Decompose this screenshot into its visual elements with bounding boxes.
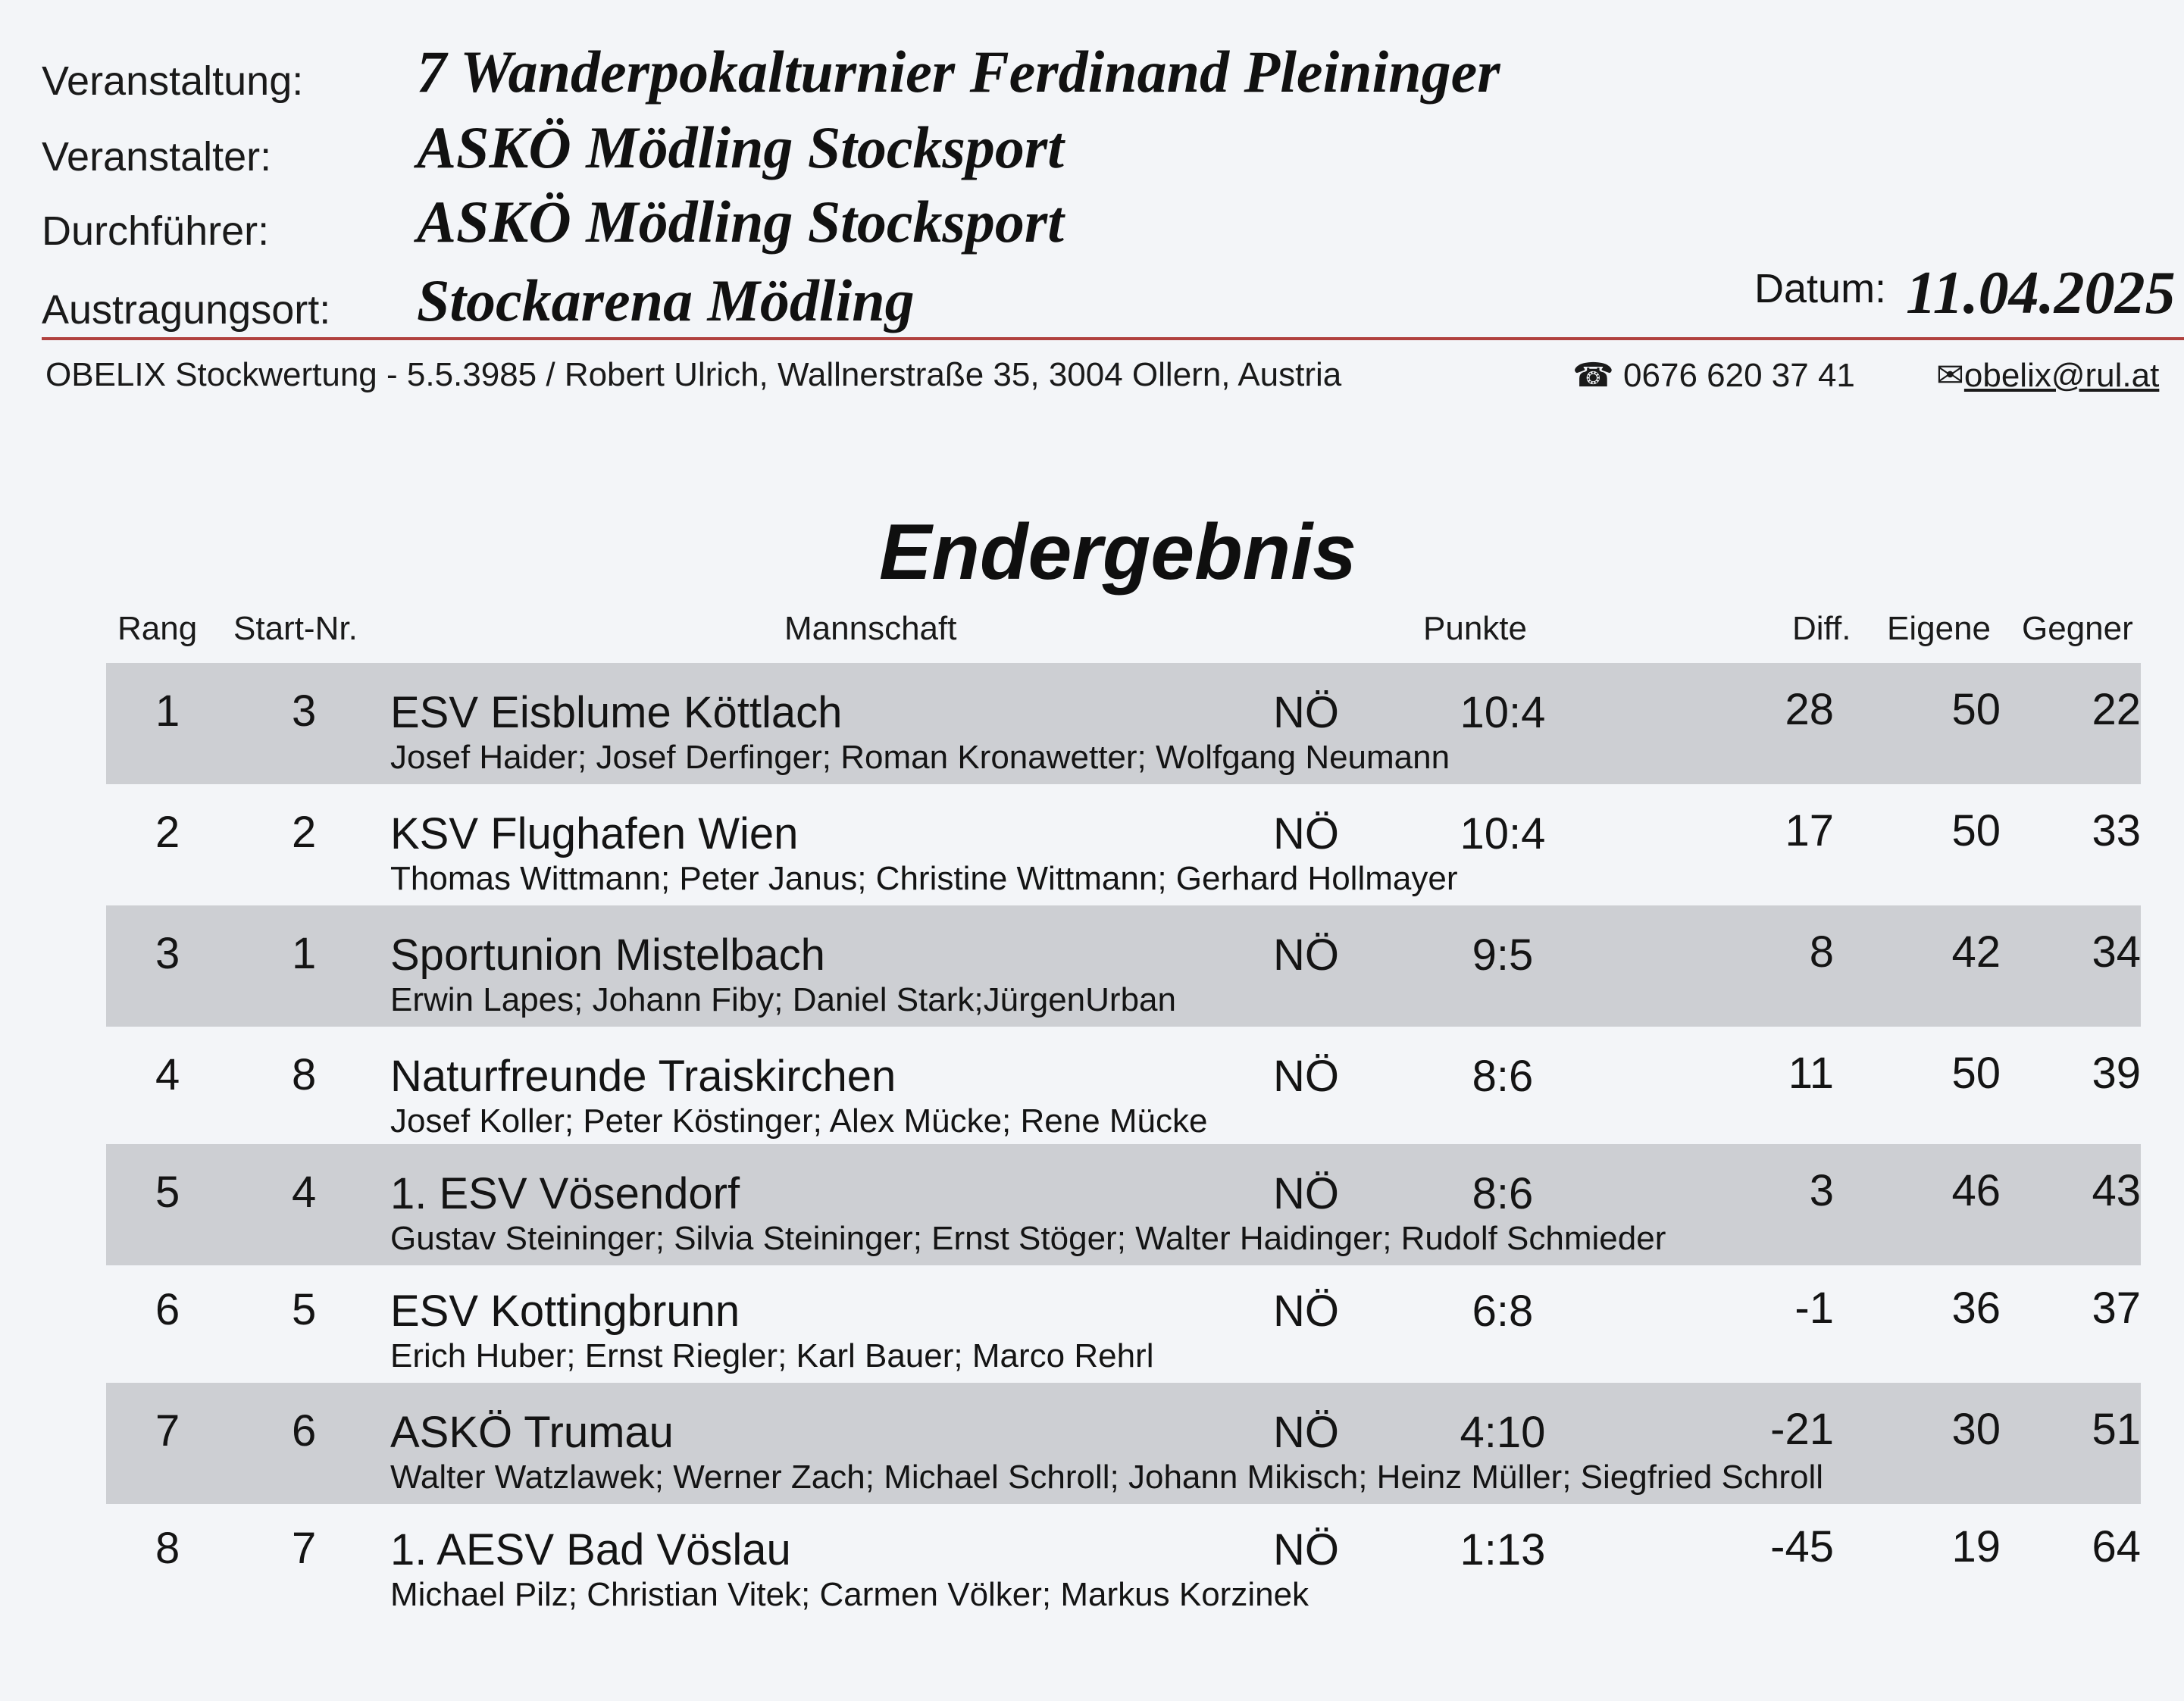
- difference: 3: [1809, 1166, 1834, 1215]
- difference: 28: [1785, 685, 1834, 734]
- table-row: [106, 1383, 2141, 1504]
- points: 8:6: [1472, 1169, 1534, 1218]
- table-row: [106, 905, 2141, 1027]
- opponent-score: 37: [2092, 1284, 2141, 1333]
- start-number: 2: [292, 808, 317, 857]
- rank: 5: [155, 1168, 180, 1217]
- col-punkte: Punkte: [1423, 610, 1527, 647]
- team-name: KSV Flughafen Wien: [390, 809, 799, 858]
- region: NÖ: [1273, 1525, 1339, 1574]
- table-row: [106, 1144, 2141, 1265]
- table-row: [106, 1027, 2141, 1148]
- col-eigene: Eigene: [1887, 610, 1992, 647]
- executor-label: Durchführer:: [42, 208, 270, 254]
- region: NÖ: [1273, 1287, 1339, 1336]
- executor-row: [42, 188, 2164, 264]
- points: 8:6: [1472, 1052, 1534, 1101]
- start-number: 5: [292, 1285, 317, 1334]
- difference: 11: [1788, 1049, 1834, 1098]
- team-members: Erich Huber; Ernst Riegler; Karl Bauer; Marco Rehrl: [390, 1337, 1154, 1374]
- team-members: Michael Pilz; Christian Vitek; Carmen Völker; Markus Korzinek: [390, 1576, 1309, 1613]
- start-number: 1: [292, 929, 317, 978]
- col-gegner: Gegner: [2022, 610, 2133, 647]
- region: NÖ: [1273, 1408, 1339, 1457]
- difference: 17: [1785, 806, 1834, 855]
- col-team: Mannschaft: [784, 610, 957, 647]
- team-name: ASKÖ Trumau: [390, 1408, 674, 1457]
- team-members: Josef Haider; Josef Derfinger; Roman Kronawetter; Wolfgang Neumann: [390, 739, 1450, 776]
- region: NÖ: [1273, 1052, 1339, 1101]
- header-divider: [42, 337, 2184, 340]
- team-name: Naturfreunde Traiskirchen: [390, 1052, 896, 1101]
- rank: 1: [155, 686, 180, 736]
- email-contact: [1936, 356, 2159, 395]
- table-row: [106, 1500, 2141, 1621]
- phone-number: 0676 620 37 41: [1623, 357, 1855, 394]
- own-score: 50: [1951, 806, 2001, 855]
- start-number: 3: [292, 686, 317, 736]
- own-score: 30: [1951, 1405, 2001, 1454]
- points: 9:5: [1472, 930, 1534, 980]
- organizer-label: Veranstalter:: [42, 134, 272, 180]
- team-name: ESV Kottingbrunn: [390, 1287, 740, 1336]
- phone-contact: [1572, 356, 1855, 395]
- page-title: Endergebnis: [879, 508, 1356, 596]
- points: 10:4: [1460, 688, 1546, 737]
- email-address: obelix@rul.at: [1963, 357, 2160, 394]
- opponent-score: 22: [2092, 685, 2141, 734]
- venue-name: Stockarena Mödling: [417, 267, 915, 333]
- event-row: [42, 38, 2164, 114]
- team-members: Thomas Wittmann; Peter Janus; Christine Wittmann; Gerhard Hollmayer: [390, 860, 1458, 897]
- rank: 7: [155, 1406, 180, 1456]
- team-name: 1. AESV Bad Vöslau: [390, 1525, 791, 1574]
- organizer-name: ASKÖ Mödling Stocksport: [417, 114, 1064, 180]
- own-score: 36: [1951, 1284, 2001, 1333]
- rank: 4: [155, 1050, 180, 1099]
- col-rang: Rang: [117, 610, 198, 647]
- date-value: 11.04.2025: [1906, 260, 2176, 327]
- mail-icon: ✉: [1936, 357, 1964, 394]
- executor-name: ASKÖ Mödling Stocksport: [417, 189, 1064, 255]
- opponent-score: 34: [2092, 927, 2141, 977]
- date-label: Datum:: [1754, 266, 1887, 311]
- team-members: Josef Koller; Peter Köstinger; Alex Mücke; Rene Mücke: [390, 1102, 1208, 1140]
- own-score: 50: [1951, 1049, 2001, 1098]
- rank: 2: [155, 808, 180, 857]
- rank: 3: [155, 929, 180, 978]
- table-row: [106, 1262, 2141, 1383]
- points: 4:10: [1460, 1408, 1546, 1457]
- difference: -1: [1794, 1284, 1834, 1333]
- venue-row: [42, 267, 1709, 342]
- own-score: 19: [1951, 1522, 2001, 1571]
- difference: -21: [1770, 1405, 1834, 1454]
- col-diff: Diff.: [1792, 610, 1851, 647]
- event-label: Veranstaltung:: [42, 58, 304, 104]
- region: NÖ: [1273, 930, 1339, 980]
- event-name: 7 Wanderpokalturnier Ferdinand Pleininger: [417, 39, 1500, 105]
- own-score: 46: [1951, 1166, 2001, 1215]
- points: 10:4: [1460, 809, 1546, 858]
- opponent-score: 33: [2092, 806, 2141, 855]
- own-score: 42: [1951, 927, 2001, 977]
- start-number: 6: [292, 1406, 317, 1456]
- opponent-score: 51: [2092, 1405, 2141, 1454]
- organizer-row: [42, 114, 2164, 189]
- table-row: [106, 663, 2141, 784]
- opponent-score: 39: [2092, 1049, 2141, 1098]
- region: NÖ: [1273, 809, 1339, 858]
- team-members: Gustav Steininger; Silvia Steininger; Ernst Stöger; Walter Haidinger; Rudolf Schmieder: [390, 1220, 1666, 1257]
- team-name: 1. ESV Vösendorf: [390, 1169, 740, 1218]
- opponent-score: 43: [2092, 1166, 2141, 1215]
- team-name: Sportunion Mistelbach: [390, 930, 825, 980]
- own-score: 50: [1951, 685, 2001, 734]
- difference: -45: [1770, 1522, 1834, 1571]
- start-number: 4: [292, 1168, 317, 1217]
- start-number: 8: [292, 1050, 317, 1099]
- start-number: 7: [292, 1524, 317, 1573]
- col-start: Start-Nr.: [233, 610, 358, 647]
- team-name: ESV Eisblume Köttlach: [390, 688, 843, 737]
- venue-label: Austragungsort:: [42, 287, 331, 333]
- software-credit: OBELIX Stockwertung - 5.5.3985 / Robert Ulrich, Wallnerstraße 35, 3004 Ollern, Austria: [45, 356, 1342, 393]
- points: 1:13: [1460, 1525, 1546, 1574]
- rank: 8: [155, 1524, 180, 1573]
- team-members: Walter Watzlawek; Werner Zach; Michael Schroll; Johann Mikisch; Heinz Müller; Siegfried Schroll: [390, 1459, 1824, 1496]
- opponent-score: 64: [2092, 1522, 2141, 1571]
- region: NÖ: [1273, 688, 1339, 737]
- rank: 6: [155, 1285, 180, 1334]
- points: 6:8: [1472, 1287, 1534, 1336]
- team-members: Erwin Lapes; Johann Fiby; Daniel Stark;JürgenUrban: [390, 981, 1176, 1018]
- phone-icon: ☎: [1572, 357, 1614, 394]
- difference: 8: [1809, 927, 1834, 977]
- table-row: [106, 784, 2141, 905]
- region: NÖ: [1273, 1169, 1339, 1218]
